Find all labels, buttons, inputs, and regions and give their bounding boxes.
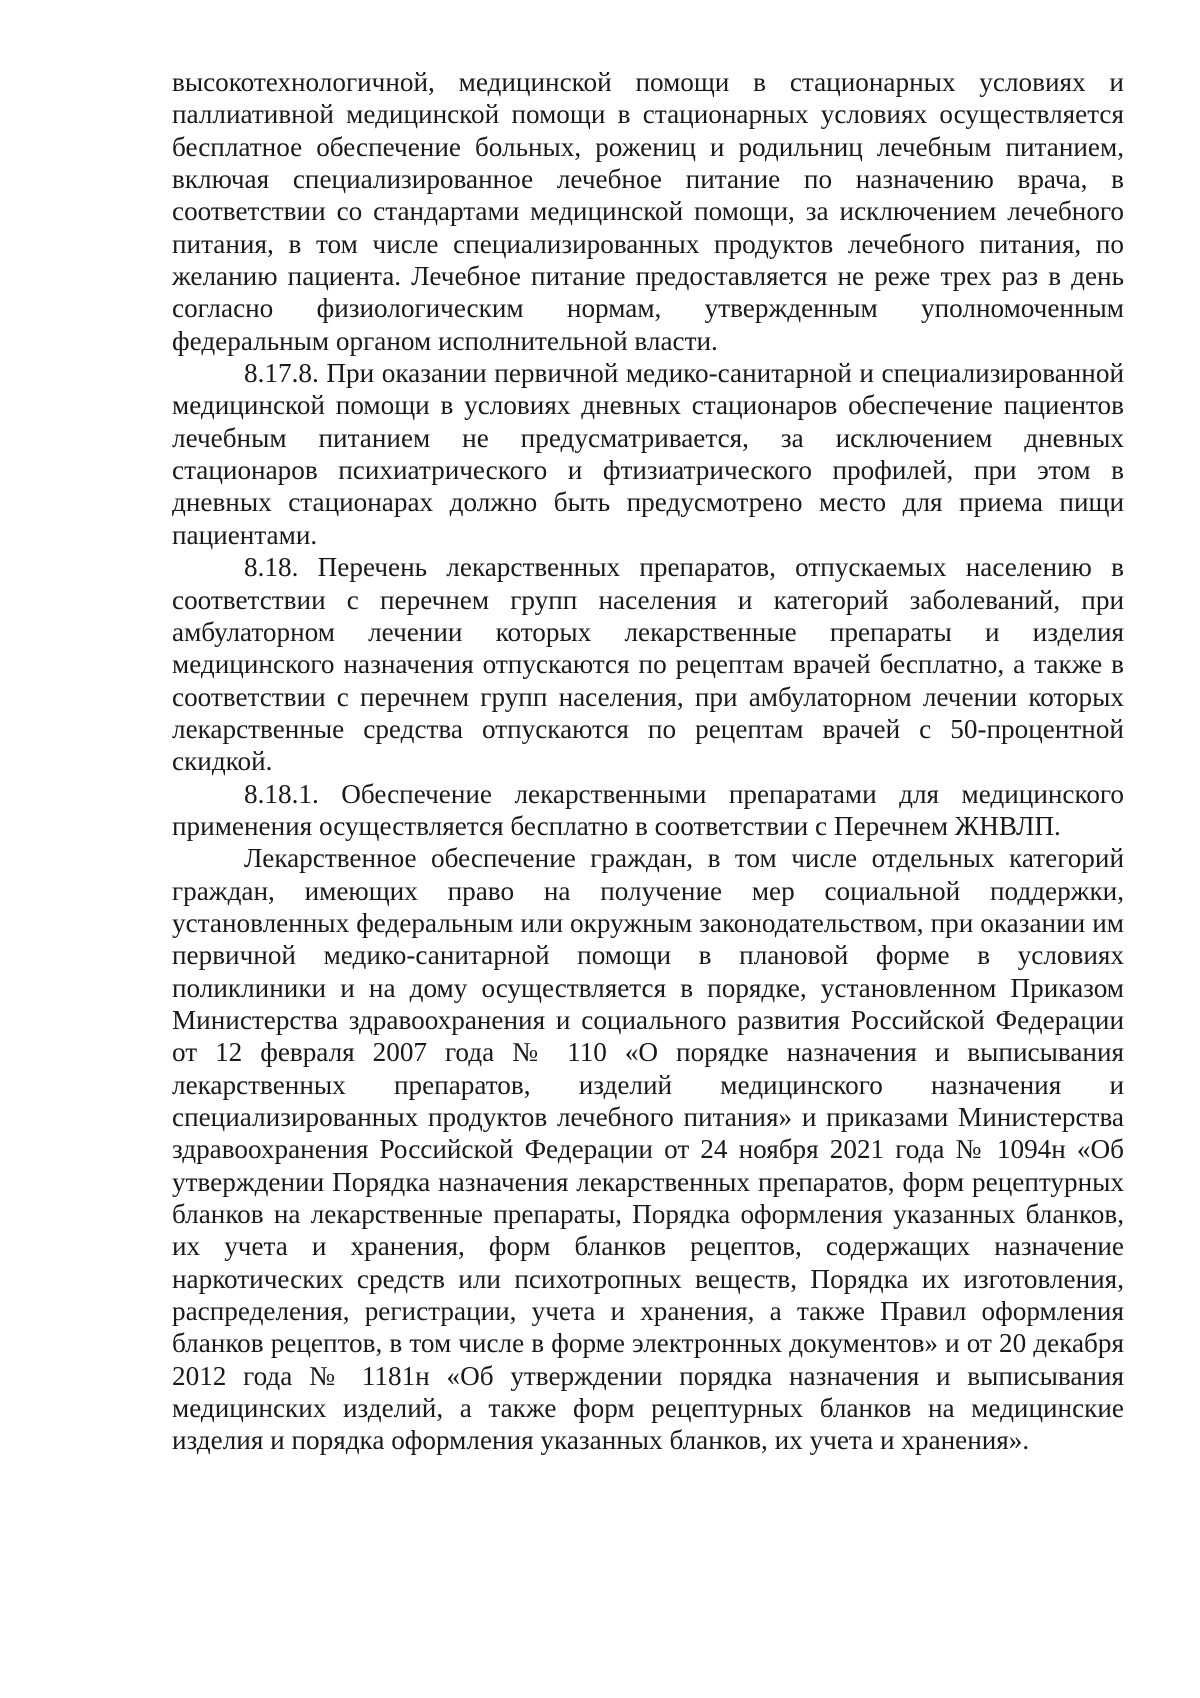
paragraph-8-18-1: 8.18.1. Обеспечение лекарственными препаратами для медицинского применения осуществляется бесплатно в соответствии с Перечнем ЖНВЛП. [172,778,1124,841]
paragraph-continuation: высокотехнологичной, медицинской помощи в стационарных условиях и паллиативной медицинской помощи в стационарных условиях осуществляется бесплатное обеспечение больных, рожениц и родильниц лечебным питанием, включая специализированное лечебное питание по назначению врача, в соответствии со стандартами медицинской помощи, за исключением лечебного питания, в том числе специализированных продуктов лечебного питания, по желанию пациента. Лечебное питание предоставляется не реже трех раз в день согласно физиологическим нормам, утвержденным уполномоченным федеральным органом исполнительной власти. [172,67,1124,356]
paragraph-drug-provision: Лекарственное обеспечение граждан, в том числе отдельных категорий граждан, имеющих право на получение мер социальной поддержки, установленных федеральным или окружным законодательством, при оказании им первичной медико-санитарной помощи в плановой форме в условиях поликлиники и на дому осуществляется в порядке, установленном Приказом Министерства здравоохранения и социального развития Российской Федерации от 12 февраля 2007 года № 110 «О порядке назначения и выписывания лекарственных препаратов, изделий медицинского назначения и специализированных продуктов лечебного питания» и приказами Министерства здравоохранения Российской Федерации от 24 ноября 2021 года № 1094н «Об утверждении Порядка назначения лекарственных препаратов, форм рецептурных бланков на лекарственные препараты, Порядка оформления указанных бланков, их учета и хранения, форм бланков рецептов, содержащих назначение наркотических средств или психотропных веществ, Порядка их изготовления, распределения, регистрации, учета и хранения, а также Правил оформления бланков рецептов, в том числе в форме электронных документов» и от 20 декабря 2012 года № 1181н «Об утверждении порядка назначения и выписывания медицинских изделий, а также форм рецептурных бланков на медицинские изделия и порядка оформления указанных бланков, их учета и хранения». [172,843,1124,1456]
paragraph-8-17-8: 8.17.8. При оказании первичной медико-санитарной и специализированной медицинской помощи в условиях дневных стационаров обеспечение пациентов лечебным питанием не предусматривается, за исключением дневных стационаров психиатрического и фтизиатрического профилей, при этом в дневных стационарах должно быть предусмотрено место для приема пищи пациентами. [172,358,1124,550]
paragraph-8-18: 8.18. Перечень лекарственных препаратов, отпускаемых населению в соответствии с перечнем групп населения и категорий заболеваний, при амбулаторном лечении которых лекарственные препараты и изделия медицинского назначения отпускаются по рецептам врачей бесплатно, а также в соответствии с перечнем групп населения, при амбулаторном лечении которых лекарственные средства отпускаются по рецептам врачей с 50-процентной скидкой. [172,552,1124,777]
document-body [172,66,1124,1457]
